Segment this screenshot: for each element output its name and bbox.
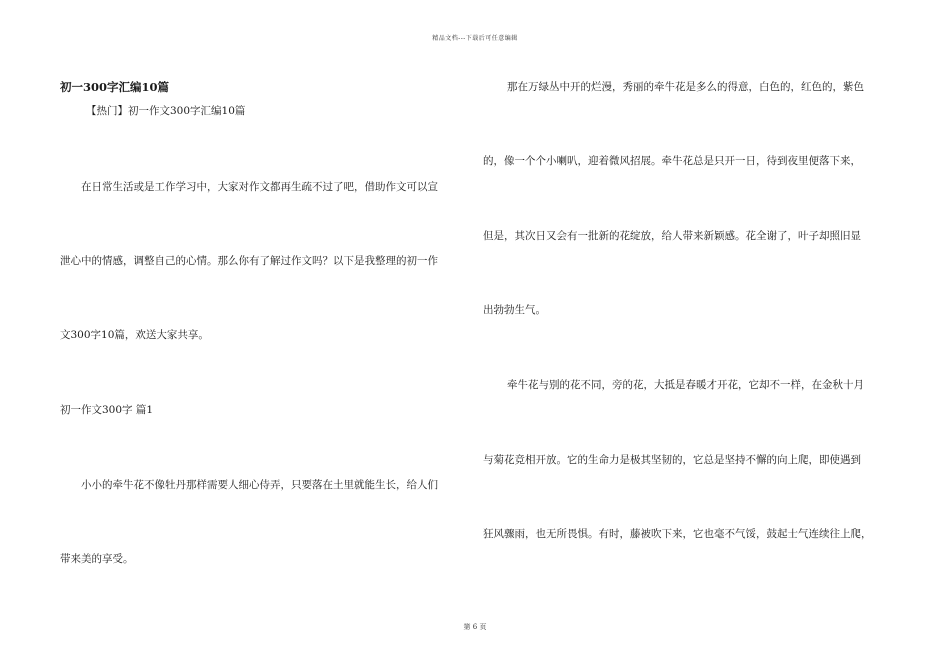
right-column (483, 0, 893, 672)
right-paragraph-2-line-3: 狂风骤雨，也无所畏惧。有时，藤被吹下来，它也毫不气馁，鼓起士气连续往上爬， (483, 528, 872, 540)
section-heading: 初一作文300字 篇1 (60, 404, 154, 416)
right-paragraph-2-line-2: 与菊花竞相开放。它的生命力是极其坚韧的，它总是坚持不懈的向上爬，即使遇到 (483, 454, 861, 466)
intro-paragraph-line-2: 泄心中的情感，调整自己的心情。那么你有了解过作文吗？以下是我整理的初一作 (60, 255, 438, 267)
right-paragraph-1-line-3: 但是，其次日又会有一批新的花绽放，给人带来新颖感。花全谢了，叶子却照旧显 (483, 230, 861, 242)
page-number: 第 6 页 (463, 623, 487, 631)
page-header-note: 精品文档---下载后可任意编辑 (432, 35, 518, 42)
document-subtitle: 【热门】初一作文300字汇编10篇 (86, 105, 246, 117)
left-column (60, 0, 470, 672)
right-paragraph-1-line-2: 的，像一个个小喇叭，迎着微风招展。牵牛花总是只开一日，待到夜里便落下来， (483, 155, 861, 167)
document-title: 初一300字汇编10篇 (60, 80, 170, 94)
essay-paragraph-line-1: 小小的牵牛花不像牡丹那样需要人细心侍弄，只要落在土里就能生长，给人们 (81, 479, 438, 491)
right-paragraph-2-line-1: 牵牛花与别的花不同，旁的花，大抵是春暖才开花，它却不一样，在金秋十月 (507, 379, 864, 391)
essay-paragraph-line-2: 带来美的享受。 (60, 553, 134, 565)
right-paragraph-1-line-1: 那在万绿丛中开的烂漫，秀丽的牵牛花是多么的得意，白色的，红色的，紫色 (507, 81, 864, 93)
right-paragraph-1-line-4: 出勃勃生气。 (483, 304, 546, 316)
intro-paragraph-line-3: 文300字10篇，欢送大家共享。 (60, 329, 209, 341)
intro-paragraph-line-1: 在日常生活或是工作学习中，大家对作文都再生疏不过了吧，借助作文可以宣 (81, 181, 438, 193)
